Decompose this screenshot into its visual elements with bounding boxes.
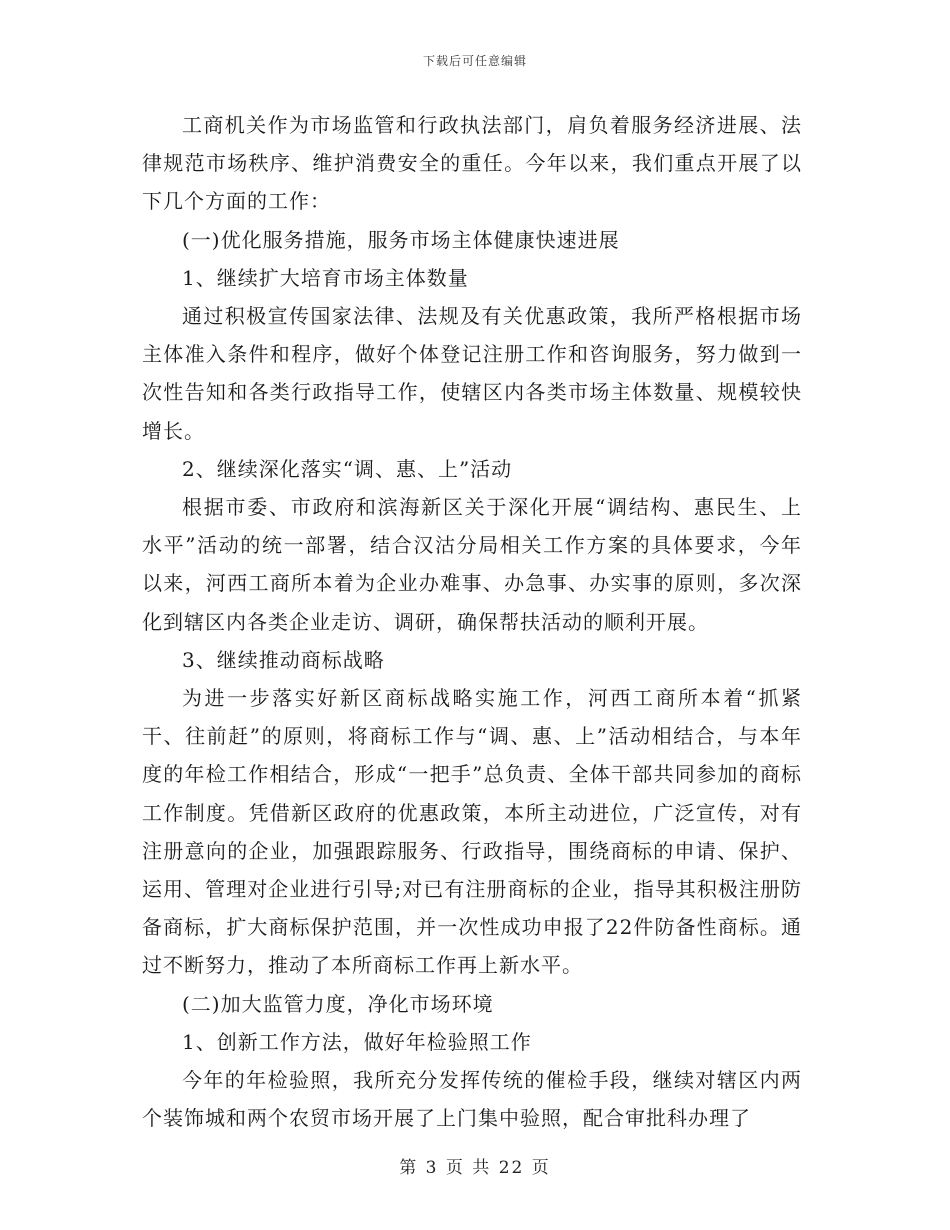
header-note: 下载后可任意编辑: [422, 54, 527, 68]
paragraph-intro: 工商机关作为市场监管和行政执法部门，肩负着服务经济进展、法律规范市场秩序、维护消费安全的重任。今年以来，我们重点开展了以下几个方面的工作：: [142, 113, 802, 214]
subheading-1-2: 2、继续深化落实“调、惠、上”活动: [182, 456, 513, 481]
paragraph-1-2: 根据市委、市政府和滨海新区关于深化开展“调结构、惠民生、上水平”活动的统一部署，结合汉沽分局相关工作方案的具体要求，今年以来，河西工商所本着为企业办难事、办急事、办实事的原则，多次深化到辖区内各类企业走访、调研，确保帮扶活动的顺利开展。: [142, 495, 802, 634]
paragraph-2-1: 今年的年检验照，我所充分发挥传统的催检手段，继续对辖区内两个装饰城和两个农贸市场开展了上门集中验照，配合审批科办理了: [142, 1068, 802, 1131]
paragraph-1-3: 为进一步落实好新区商标战略实施工作，河西工商所本着“抓紧干、往前赶”的原则，将商标工作与“调、惠、上”活动相结合，与本年度的年检工作相结合，形成“一把手”总负责、全体干部共同参加的商标工作制度。凭借新区政府的优惠政策，本所主动进位，广泛宣传，对有注册意向的企业，加强跟踪服务、行政指导，围绕商标的申请、保护、运用、管理对企业进行引导;对已有注册商标的企业，指导其积极注册防备商标，扩大商标保护范围，并一次性成功申报了22件防备性商标。通过不断努力，推动了本所商标工作再上新水平。: [142, 686, 802, 978]
subheading-2-1: 1、创新工作方法，做好年检验照工作: [182, 1029, 532, 1054]
paragraph-1-1: 通过积极宣传国家法律、法规及有关优惠政策，我所严格根据市场主体准入条件和程序，做好个体登记注册工作和咨询服务，努力做到一次性告知和各类行政指导工作，使辖区内各类市场主体数量、规模较快增长。: [142, 304, 802, 443]
section-heading-2: (二)加大监管力度，净化市场环境: [182, 991, 494, 1016]
page-number: 第 3 页 共 22 页: [399, 1158, 551, 1178]
document-body: [142, 106, 802, 1137]
subheading-1-1: 1、继续扩大培育市场主体数量: [182, 265, 469, 290]
section-heading-1: (一)优化服务措施，服务市场主体健康快速进展: [182, 227, 620, 252]
subheading-1-3: 3、继续推动商标战略: [182, 647, 385, 672]
